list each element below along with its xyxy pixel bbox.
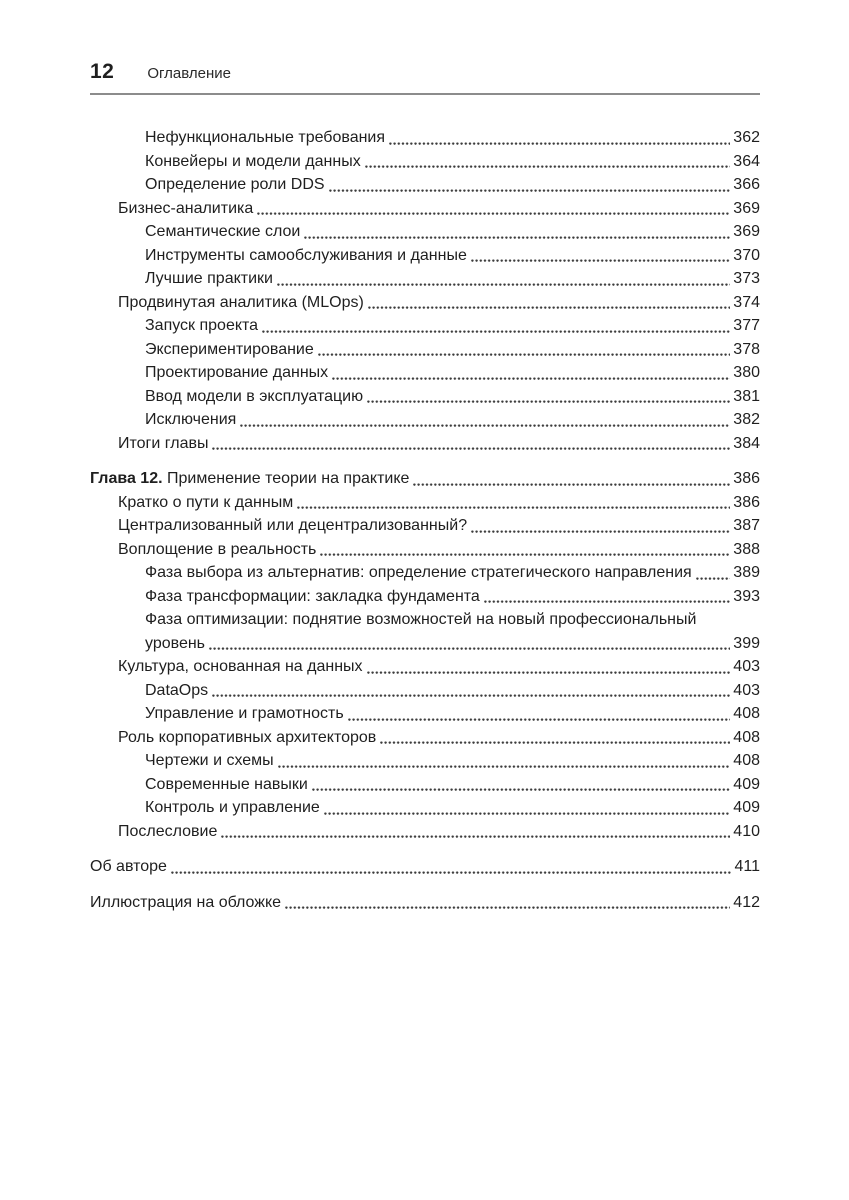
toc-section — [90, 855, 760, 879]
toc-entry — [90, 173, 760, 197]
toc-entry-page: 378 — [733, 340, 760, 358]
toc-dot-leader — [318, 352, 731, 357]
toc-entry-page: 386 — [733, 470, 760, 487]
toc-entry-title: Воплощение в реальность — [118, 540, 317, 558]
toc-entry-page: 374 — [733, 293, 760, 311]
toc-dot-leader — [209, 646, 730, 651]
toc-entry-title: Послесловие — [118, 822, 218, 840]
toc-entry — [90, 385, 760, 409]
toc-entry-title: Фаза трансформации: закладка фундамента — [145, 587, 480, 605]
toc-dot-leader — [297, 505, 730, 510]
toc-entry-page: 369 — [733, 199, 760, 217]
toc-entry — [90, 338, 760, 362]
toc-entry-page: 410 — [733, 822, 760, 840]
toc-entry — [90, 408, 760, 432]
toc-entry-title: Фаза оптимизации: поднятие возможностей на новый профессиональный — [145, 611, 697, 628]
toc-dot-leader — [367, 399, 730, 404]
header-rule — [90, 93, 760, 95]
toc-entry-page: 364 — [733, 152, 760, 170]
page-content — [90, 60, 760, 914]
toc-entry-page: 403 — [733, 681, 760, 699]
toc-entry — [90, 679, 760, 703]
toc-entry-page: 370 — [733, 246, 760, 264]
toc-entry — [90, 361, 760, 385]
toc-entry — [90, 820, 760, 844]
toc-entry — [90, 655, 760, 679]
toc-dot-leader — [324, 811, 730, 816]
toc-entry-page: 408 — [733, 752, 760, 769]
toc-entry-title: Лучшие практики — [145, 270, 273, 287]
toc-dot-leader — [348, 717, 731, 722]
toc-entry-title: Фаза выбора из альтернатив: определение стратегического направления — [145, 564, 692, 581]
toc-entry-title: Исключения — [145, 411, 237, 428]
toc-entry-page: 369 — [733, 223, 760, 240]
toc-entry-page: 373 — [733, 270, 760, 287]
toc-entry-page: 384 — [733, 434, 760, 452]
toc-entry-page: 408 — [733, 728, 760, 746]
toc-entry — [90, 150, 760, 174]
toc-dot-leader — [380, 740, 730, 745]
toc-entry-page: 380 — [733, 364, 760, 381]
toc-dot-leader — [240, 423, 730, 428]
toc-dot-leader — [212, 446, 730, 451]
toc-entry — [90, 608, 760, 632]
toc-entry-page: 403 — [733, 658, 760, 675]
toc-entry — [90, 220, 760, 244]
toc-entry — [90, 726, 760, 750]
toc-entry-page: 393 — [733, 587, 760, 605]
toc-entry-title: DataOps — [145, 681, 209, 699]
toc-entry-title: Централизованный или децентрализованный? — [118, 517, 468, 534]
toc-entry-title: Чертежи и схемы — [145, 752, 274, 769]
toc-dot-leader — [304, 235, 730, 240]
toc-entry-title: Определение роли DDS — [145, 176, 325, 193]
toc-entry — [90, 632, 760, 656]
page-number: 12 — [90, 60, 115, 83]
toc-entry-title: Семантические слои — [145, 223, 301, 240]
running-header — [90, 60, 760, 84]
toc-dot-leader — [277, 282, 730, 287]
toc-entry-title: Роль корпоративных архитекторов — [118, 728, 377, 746]
toc-section — [90, 126, 760, 455]
toc-entry-title: Кратко о пути к данным — [118, 493, 294, 511]
toc-dot-leader — [368, 305, 730, 310]
toc-dot-leader — [484, 599, 730, 604]
toc-entry — [90, 197, 760, 221]
toc-entry-page: 381 — [733, 387, 760, 405]
toc-entry — [90, 891, 760, 915]
toc-entry-page: 409 — [733, 799, 760, 816]
toc-dot-leader — [471, 258, 730, 263]
toc-entry-title: Культура, основанная на данных — [118, 658, 363, 675]
toc-entry-title: Бизнес-аналитика — [118, 199, 254, 217]
toc-entry — [90, 244, 760, 268]
toc-section — [90, 467, 760, 843]
toc-dot-leader — [285, 905, 730, 910]
toc-entry-title: Контроль и управление — [145, 799, 320, 816]
toc-entry-title: Об авторе — [90, 858, 167, 875]
toc-entry-title: Проектирование данных — [145, 364, 329, 381]
toc-entry — [90, 702, 760, 726]
toc-entry-title: Конвейеры и модели данных — [145, 152, 361, 170]
toc-entry — [90, 538, 760, 562]
toc-entry-title: уровень — [145, 634, 206, 652]
toc-entry-title: Современные навыки — [145, 775, 308, 793]
toc-entry — [90, 561, 760, 585]
toc-entry-page: 388 — [733, 540, 760, 558]
toc-dot-leader — [257, 211, 730, 216]
toc-entry-page: 382 — [733, 411, 760, 428]
toc-entry-page: 389 — [733, 564, 760, 581]
toc-entry-title: Продвинутая аналитика (MLOps) — [118, 293, 364, 311]
toc-entry — [90, 514, 760, 538]
toc-dot-leader — [329, 188, 731, 193]
toc-dot-leader — [696, 576, 731, 581]
toc-entry-title: Ввод модели в эксплуатацию — [145, 387, 364, 405]
toc-entry — [90, 267, 760, 291]
toc-entry-page: 411 — [734, 858, 760, 875]
toc-entry-title: Запуск проекта — [145, 317, 259, 334]
toc-dot-leader — [367, 670, 731, 675]
toc-entry-prefix: Глава 12. — [90, 470, 167, 487]
toc-entry-page: 366 — [733, 176, 760, 193]
toc-entry — [90, 796, 760, 820]
toc-entry — [90, 491, 760, 515]
toc-entry-page: 377 — [733, 317, 760, 334]
toc-entry — [90, 749, 760, 773]
toc-entry-page: 386 — [733, 493, 760, 511]
toc-entry-page: 409 — [733, 775, 760, 793]
toc-dot-leader — [471, 529, 730, 534]
toc-entry-title: Экспериментирование — [145, 340, 314, 358]
toc-entry-page: 362 — [733, 129, 760, 146]
running-header-title: Оглавление — [147, 65, 231, 82]
toc-dot-leader — [389, 141, 730, 146]
toc — [90, 126, 760, 914]
toc-section — [90, 891, 760, 915]
toc-dot-leader — [212, 693, 730, 698]
toc-dot-leader — [312, 787, 730, 792]
toc-entry-title: Инструменты самообслуживания и данные — [145, 246, 467, 264]
toc-entry-title: Управление и грамотность — [145, 705, 344, 722]
toc-entry — [90, 126, 760, 150]
toc-entry — [90, 432, 760, 456]
toc-entry — [90, 467, 760, 491]
toc-entry-title: Нефункциональные требования — [145, 129, 386, 146]
toc-dot-leader — [332, 376, 730, 381]
toc-entry-title: Иллюстрация на обложке — [90, 893, 282, 911]
toc-entry — [90, 291, 760, 315]
toc-entry-title: Применение теории на практике — [167, 470, 410, 487]
toc-entry-page: 408 — [733, 705, 760, 722]
toc-entry-page: 412 — [733, 893, 760, 911]
toc-dot-leader — [413, 482, 730, 487]
toc-entry-page: 399 — [733, 634, 760, 652]
toc-entry-title: Итоги главы — [118, 434, 209, 452]
toc-entry — [90, 855, 760, 879]
toc-entry-page: 387 — [733, 517, 760, 534]
toc-dot-leader — [365, 164, 731, 169]
toc-dot-leader — [221, 834, 730, 839]
toc-dot-leader — [320, 552, 730, 557]
toc-dot-leader — [171, 870, 732, 875]
toc-dot-leader — [262, 329, 730, 334]
toc-entry — [90, 773, 760, 797]
toc-entry — [90, 585, 760, 609]
toc-entry — [90, 314, 760, 338]
toc-dot-leader — [278, 764, 731, 769]
